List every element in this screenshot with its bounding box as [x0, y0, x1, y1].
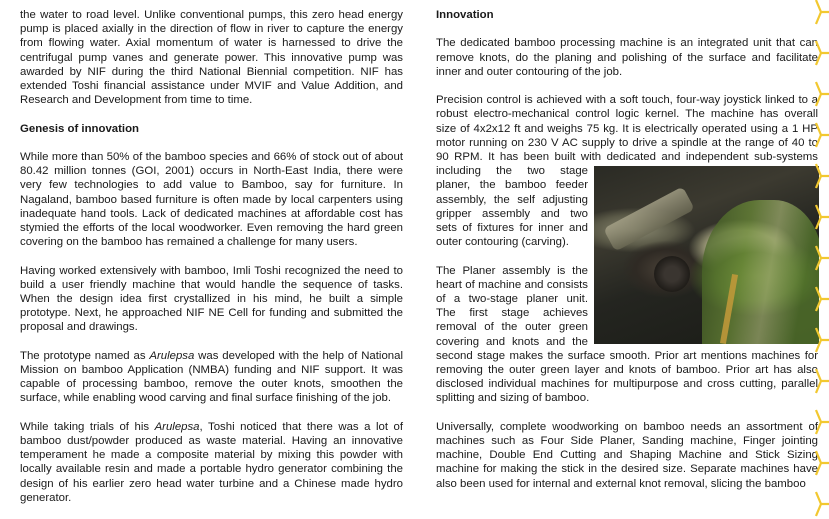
honeycomb-segment — [816, 82, 829, 106]
honeycomb-segment — [816, 328, 829, 352]
honeycomb-segment — [816, 41, 829, 65]
right-column — [436, 8, 818, 505]
honeycomb-segment — [816, 287, 829, 311]
precision-paragraph-container — [436, 93, 818, 249]
trials-text-after: , Toshi noticed that there was a lot of bamboo dust/powder produced as waste material. Having an innovative temperament he made a composite material by mixing this powder with locally available resin and made a portable hydro generator combining the design of his earlier zero head water turbine and a Chinese made hydro generator. — [20, 420, 403, 504]
honeycomb-segment — [816, 451, 829, 475]
honeycomb-segment — [816, 369, 829, 393]
toshi-paragraph: Having worked extensively with bamboo, Imli Toshi recognized the need to build a user friendly machine that would handle the sequence of tasks. When the design idea first crystallized in his mind, he built a simple prototype. Next, he approached NIF NE Cell for funding and submitted the proposal and drawings. — [20, 264, 403, 334]
honeycomb-border-decoration — [815, 0, 829, 517]
honeycomb-segment — [816, 492, 829, 516]
precision-paragraph — [436, 94, 818, 248]
honeycomb-segment — [816, 164, 829, 188]
universal-paragraph: Universally, complete woodworking on bamboo needs an assortment of machines such as Four Side Planer, Sanding machine, Finger jointing machine, Double End Cutting and Shaping Machine and Stick Sizing machine for making the stick in the desired size. Separate machines have also been used for internal and external knot removal, slicing the bamboo — [436, 420, 818, 490]
precision-text-main: Precision control is achieved with a soft touch, four-way joystick linked to a robust electro-mechanical control logic kernel. The machine has overall size of 4x2x12 ft and weighs 75 kg. It is electrically operated using a 1 HP motor running on 230 V AC supply to drive a spindle at the range of 40 to 90 RPM. It has been built with dedicated and independent sub-systems — [436, 94, 818, 163]
prototype-paragraph — [20, 349, 403, 406]
honeycomb-segment — [816, 123, 829, 147]
honeycomb-segment — [816, 0, 829, 24]
bamboo-planer-machine-photo — [594, 166, 819, 344]
trials-text-before: While taking trials of his — [20, 420, 155, 433]
genesis-heading: Genesis of innovation — [20, 122, 139, 135]
innovation-paragraph: The dedicated bamboo processing machine is an integrated unit that can remove knots, do the planing and polishing of the surface and facilitate inner and outer contouring of the job. — [436, 37, 818, 78]
photo-hinge-shape — [654, 256, 690, 292]
prototype-text-after: was developed with the help of National Mission on bamboo Application (NMBA) funding and NIF support. It was capable of processing bamboo, remove the outer knots, smoothen the surface, while enabling wood carving and final surface finishing of the job. — [20, 349, 403, 405]
planer-paragraph: The Planer assembly is the heart of machine and consists of a two-stage planer unit. The first stage achieves removal of the outer green covering and knots and the second stage makes the surface smooth. Prior art mentions machines for removing the outer green layer and knots of bamboo. Prior art has also disclosed individual machines for multipurpose and cross cutting, parallel splitting and sizing of bamboo. — [436, 264, 818, 405]
genesis-paragraph: While more than 50% of the bamboo species and 66% of stock out of about 80.42 million tonnes (GOI, 2001) occurs in North-East India, there were very few technologies to add value to Bamboo, say for furniture. In Nagaland, bamboo based furniture is often made by local carpenters using inadequate hand tools. Lack of dedicated machines at affordable cost has stymied the efforts of the local woodworker. Even removing the hard green covering on the bamboo has remained a challenge for many users. — [20, 151, 403, 249]
photo-roller-shape — [603, 187, 695, 252]
innovation-heading: Innovation — [436, 9, 494, 21]
photo-bamboo-shape — [702, 200, 819, 344]
left-column — [20, 8, 403, 519]
prototype-name: Arulepsa — [149, 349, 195, 362]
precision-text-wrap: including the two stage planer, the bamboo feeder assembly, the self adjusting gripper assembly and two sets of fixtures for inner and outer contouring (carving). — [436, 165, 588, 249]
honeycomb-segment — [816, 410, 829, 434]
honeycomb-segment — [816, 246, 829, 270]
honeycomb-segment — [816, 205, 829, 229]
intro-paragraph: the water to road level. Unlike conventional pumps, this zero head energy pump is placed axially in the direction of flow in river to capture the energy from flowing water. Axial momentum of water is harnessed to drive the centrifugal pump vanes and generate power. This innovative pump was awarded by NIF during the third National Biennial competition. NIF has extended Toshi financial assistance under MVIF and Value Addition, and Research and Development from time to time. — [20, 9, 403, 107]
trials-name: Arulepsa — [154, 420, 200, 433]
trials-paragraph — [20, 420, 403, 505]
prototype-text-before: The prototype named as — [20, 349, 150, 362]
